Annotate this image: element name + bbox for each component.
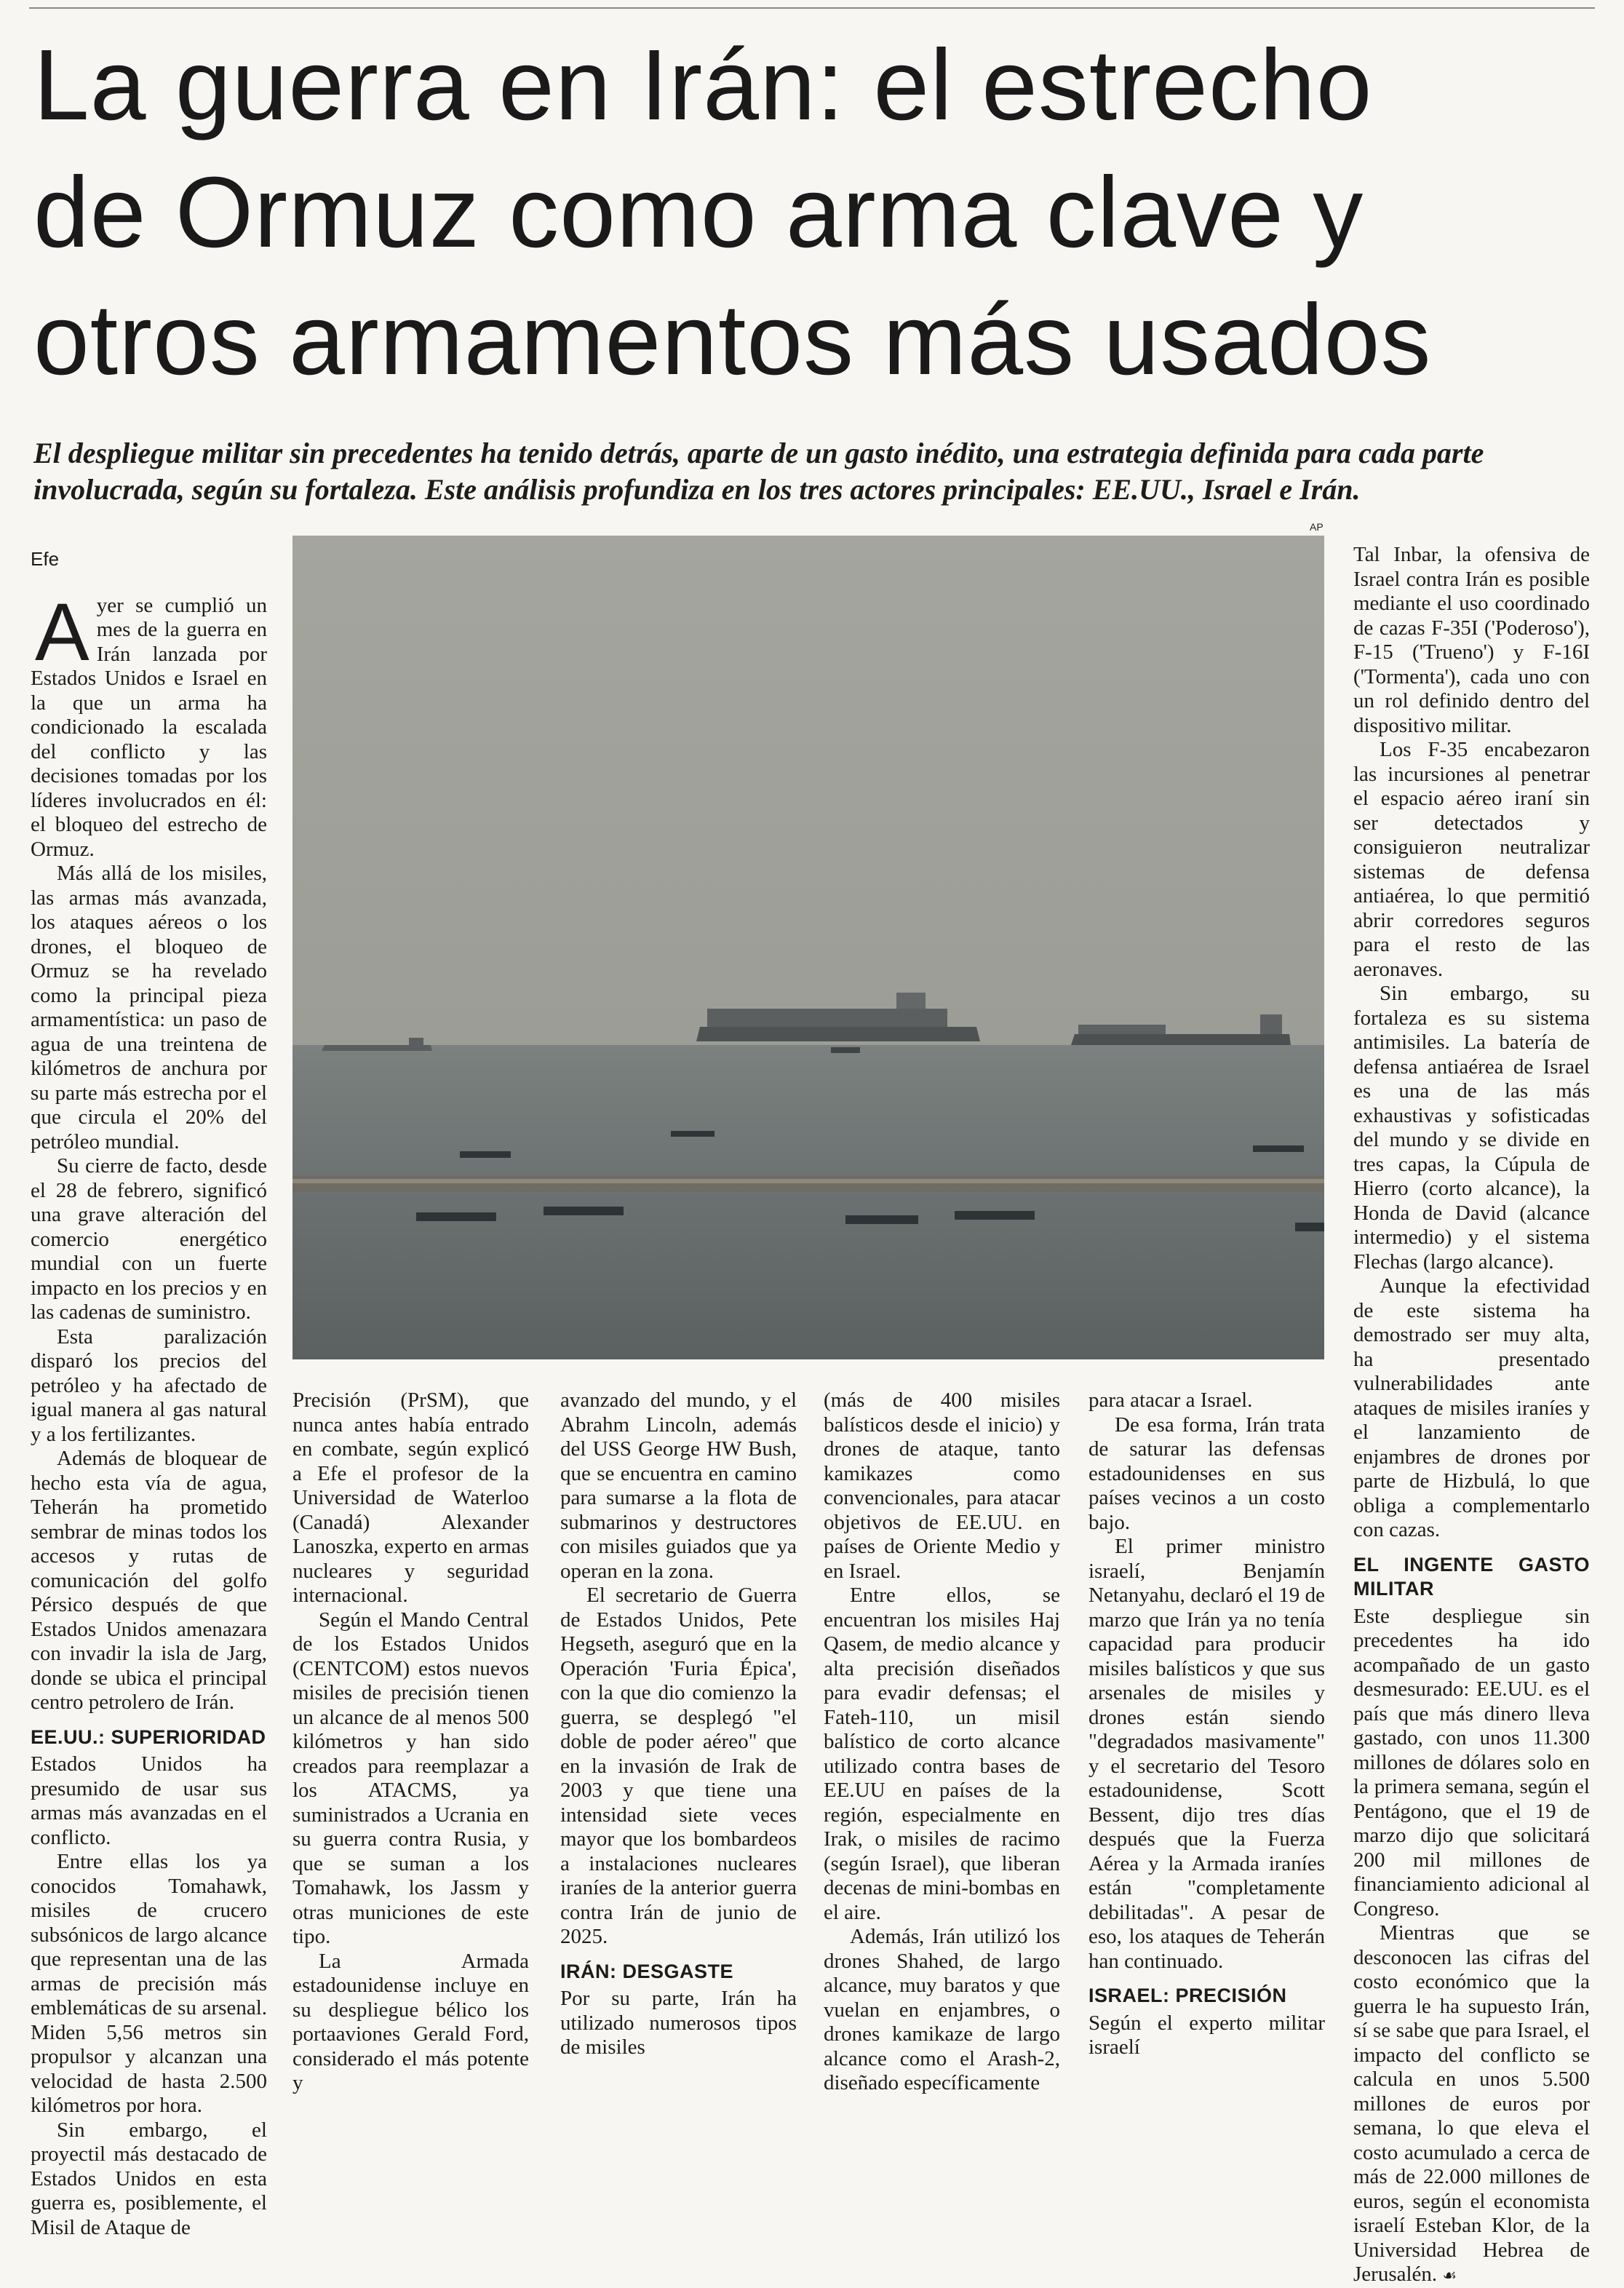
column-1 bbox=[31, 547, 267, 2240]
column-3 bbox=[560, 1389, 797, 2060]
paragraph: (más de 400 misiles balísticos desde el inicio) y drones de ataque, tanto kamikazes como convencionales, para atacar objetivos de EE.UU. en países de Oriente Medio y en Israel. bbox=[824, 1389, 1060, 1583]
paragraph: para atacar a Israel. bbox=[1088, 1389, 1253, 1412]
deck-subtitle: El despliegue militar sin precedentes ha tenido detrás, aparte de un gasto inédito, una estrategia definida para cada parte involucrada, según su fortaleza. Este análisis profundiza en los tres actores principales: EE.UU., Israel e Irán. bbox=[33, 437, 1484, 506]
byline: Efe bbox=[31, 548, 60, 570]
paragraph: Tal Inbar, la ofensiva de Israel contra Irán es posible mediante el uso coordinado de cazas F-35I ('Poderoso'), F-15 ('Trueno') y F-16I ('Tormenta'), cada uno con un rol definido dentro del dispositivo militar. bbox=[1353, 543, 1590, 737]
paragraph: Ayer se cumplió un mes de la guerra en Irán lanzada por Estados Unidos e Israel en la que un arma ha condicionado la escalada del conflicto y las decisiones tomadas por los líderes involucrados en él: el bloqueo del estrecho de Ormuz. bbox=[31, 586, 267, 861]
paragraph: Los F-35 encabezaron las incursiones al penetrar el espacio aéreo iraní sin ser detectados y consiguieron neutralizar sistemas de defensa antiaérea, lo que permitió abrir corredores seguros para el resto de las aeronaves. bbox=[1353, 738, 1590, 981]
strait-of-hormuz-ships-photo bbox=[292, 536, 1324, 1359]
news-photo bbox=[292, 536, 1324, 1359]
photo-credit: AP bbox=[1310, 521, 1324, 533]
paragraph: Mientras que se desconocen las cifras del costo económico que la guerra le ha supuesto Irán, sí se sabe que para Israel, el impacto del conflicto se calcula en unos 5.500 millones de euros por semana, lo que eleva el costo acumulado a cerca de más de 22.000 millones de euros, según el economista israelí Esteban Klor, de la Universidad Hebrea de Jerusalén. ☙ bbox=[1353, 1921, 1590, 2286]
drop-cap: A bbox=[35, 586, 89, 678]
paragraph: Además, Irán utilizó los drones Shahed, de largo alcance, muy baratos y que vuelan en enjambres, o drones kamikaze de largo alcance como el Arash-2, diseñado específicamente bbox=[824, 1925, 1060, 2094]
headline-line-1: La guerra en Irán: el estrecho bbox=[33, 29, 1373, 141]
paragraph: avanzado del mundo, y el Abrahm Lincoln, además del USS George HW Bush, que se encuentra en camino para sumarse a la flota de submarinos y destructores con misiles guiados que ya operan en la zona. bbox=[560, 1389, 797, 1583]
paragraph: Más allá de los misiles, las armas más avanzada, los ataques aéreos o los drones, el bloqueo de Ormuz se ha revelado como la principal pieza armamentística: un paso de agua de una treintena de kilómetros de anchura por su parte más estrecha por el que circula el 20% del petróleo mundial. bbox=[31, 862, 267, 1153]
headline-line-3: otros armamentos más usados bbox=[33, 284, 1432, 396]
subheading-gasto: EL INGENTE GASTO MILITAR bbox=[1353, 1553, 1590, 1600]
paragraph: Según el Mando Central de los Estados Unidos (CENTCOM) estos nuevos misiles de precisión tienen un alcance de al menos 500 kilómetros y han sido creados para reemplazar a los ATACMS, ya suministrados a Ucrania en su guerra contra Rusia, y que se suman a los Tomahawk, los Jassm y otras municiones de este tipo. bbox=[292, 1608, 529, 1948]
subheading-israel: ISRAEL: PRECISIÓN bbox=[1088, 1985, 1287, 2006]
column-4 bbox=[824, 1389, 1060, 2096]
paragraph: Aunque la efectividad de este sistema ha demostrado ser muy alta, ha presentado vulnerabilidades ante ataques de misiles iraníes y el lanzamiento de enjambres de drones por parte de Hizbulá, lo que obliga a complementarlo con cazas. bbox=[1353, 1274, 1590, 1541]
paragraph: Su cierre de facto, desde el 28 de febrero, significó una grave alteración del comercio energético mundial con un fuerte impacto en los precios y en las cadenas de suministro. bbox=[31, 1154, 267, 1324]
column-2 bbox=[292, 1389, 529, 2096]
paragraph: Estados Unidos ha presumido de usar sus armas más avanzadas en el conflicto. bbox=[31, 1752, 267, 1849]
paragraph: Esta paralización disparó los precios del petróleo y ha afectado de igual manera al gas natural y a los fertilizantes. bbox=[31, 1324, 267, 1446]
paragraph: Según el experto militar israelí bbox=[1088, 2011, 1325, 2059]
headline-line-2: de Ormuz como arma clave y bbox=[33, 156, 1364, 269]
subheading-iran: IRÁN: DESGASTE bbox=[560, 1960, 734, 1982]
paragraph: Precisión (PrSM), que nunca antes había entrado en combate, según explicó a Efe el profesor de la Universidad de Waterloo (Canadá) Alexander Lanoszka, experto en armas nucleares y seguridad internacional. bbox=[292, 1389, 529, 1607]
paragraph: Este despliegue sin precedentes ha ido acompañado de un gasto desmesurado: EE.UU. es el país que más dinero lleva gastado, con unos 11.300 millones de dólares solo en la primera semana, según el Pentágono, que el 19 de marzo dijo que solicitará 200 mil millones de financiamiento adicional al Congreso. bbox=[1353, 1604, 1590, 1920]
column-5 bbox=[1088, 1389, 1325, 2060]
column-6 bbox=[1353, 543, 1590, 2288]
top-rule bbox=[29, 7, 1595, 9]
paragraph: Sin embargo, su fortaleza es su sistema antimisiles. La batería de defensa antiaérea de Israel es una de las más exhaustivas y sofisticadas del mundo y se divide en tres capas, la Cúpula de Hierro (corto alcance), la Honda de David (alcance intermedio) y el sistema Flechas (largo alcance). bbox=[1353, 982, 1590, 1274]
paragraph: Por su parte, Irán ha utilizado numerosos tipos de misiles bbox=[560, 1987, 797, 2059]
paragraph: El primer ministro israelí, Benjamín Netanyahu, declaró el 19 de marzo que Irán ya no tenía capacidad para producir misiles balísticos y que sus arsenales de misiles y drones están siendo "degradados masivamente" y el secretario del Tesoro estadounidense, Scott Bessent, dijo tres días después que la Fuerza Aérea y la Armada iraníes están "completamente debilitadas". A pesar de eso, los ataques de Teherán han continuado. bbox=[1088, 1535, 1325, 1973]
paragraph: De esa forma, Irán trata de saturar las defensas estadounidenses en sus países vecinos a un costo bajo. bbox=[1088, 1413, 1325, 1534]
paragraph: Entre ellos, se encuentran los misiles Haj Qasem, de medio alcance y alta precisión diseñados para evadir defensas; el Fateh-110, un misil balístico de corto alcance utilizado contra bases de EE.UU en países de la región, especialmente en Irak, o misiles de racimo (según Israel), que liberan decenas de mini-bombas en el aire. bbox=[824, 1584, 1060, 1924]
paragraph: El secretario de Guerra de Estados Unidos, Pete Hegseth, aseguró que en la Operación 'Furia Épica', con la que dio comienzo la guerra, se desplegó "el doble de poder aéreo" que en la invasión de Irak de 2003 y que tiene una intensidad siete veces mayor que los bombardeos a instalaciones nucleares iraníes de la anterior guerra contra Irán de junio de 2025. bbox=[560, 1584, 797, 1948]
subheading-eeuu: EE.UU.: SUPERIORIDAD bbox=[31, 1725, 266, 1748]
paragraph: Además de bloquear de hecho esta vía de agua, Teherán ha prometido sembrar de minas todos los accesos y rutas de comunicación del golfo Pérsico después de que Estados Unidos amenazara con invadir la isla de Jarg, donde se ubica el principal centro petrolero de Irán. bbox=[31, 1447, 267, 1714]
paragraph: Sin embargo, el proyectil más destacado de Estados Unidos en esta guerra es, posiblemente, el Misil de Ataque de bbox=[31, 2118, 267, 2239]
end-of-article-icon: ☙ bbox=[1442, 2266, 1457, 2284]
paragraph: La Armada estadounidense incluye en su despliegue bélico los portaaviones Gerald Ford, considerado el más potente y bbox=[292, 1949, 529, 2094]
paragraph: Entre ellas los ya conocidos Tomahawk, misiles de crucero subsónicos de largo alcance que representan una de las armas de precisión más emblemáticas de su arsenal. Miden 5,56 metros sin propulsor y alcanzan una velocidad de hasta 2.500 kilómetros por hora. bbox=[31, 1850, 267, 2117]
headline bbox=[33, 22, 1598, 404]
